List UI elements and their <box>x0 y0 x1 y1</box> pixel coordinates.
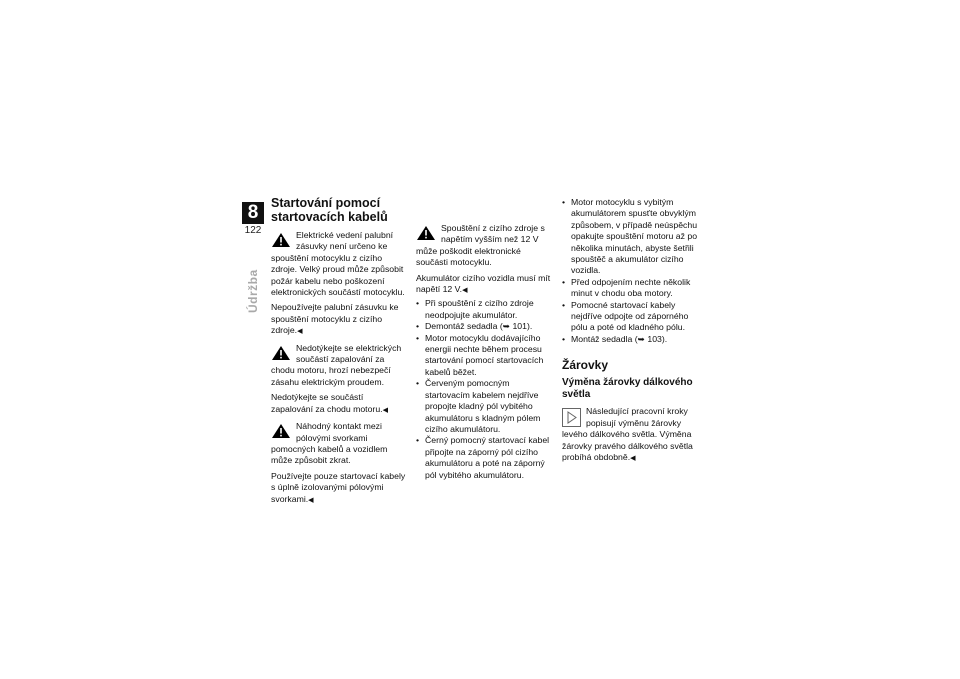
warning-note-4 <box>416 223 554 269</box>
chapter-number-box <box>242 202 264 224</box>
paragraph-2-text: Nedotýkejte se součástí zapalování za chodu motoru. <box>271 392 383 414</box>
instruction-text: Následující pracovní kroky popisují výměnu žárovky levého dálkového světla. Výměna žárovky pravého dálkového světla probíhá obdobně. <box>562 406 693 462</box>
page-reference-link[interactable]: 101 <box>512 321 527 332</box>
page-reference-link[interactable]: 103 <box>647 333 662 344</box>
warning-triangle-icon <box>271 232 291 248</box>
play-triangle-icon <box>562 408 581 427</box>
warning-text-3: Náhodný kontakt mezi pólovými svorkami pomocných kabelů a vozidlem může způsobit zkrat. <box>271 421 388 466</box>
list-item: • Montáž sedadla (➥ 103). <box>562 334 700 345</box>
warning-note-2 <box>271 343 407 389</box>
list-item: • Demontáž sedadla (➥ 101). <box>416 321 554 332</box>
list-item: • Při spouštění z cizího zdroje neodpojujte akumulátor. <box>416 298 554 321</box>
chapter-number: 8 <box>247 202 259 223</box>
warning-triangle-icon <box>271 423 291 439</box>
instruction-note <box>562 406 700 464</box>
warning-triangle-icon <box>271 345 291 361</box>
end-marker-icon: ◀ <box>462 287 468 295</box>
paragraph-3-start <box>271 471 407 506</box>
paragraph-3-text: Používejte pouze startovací kabely s úplně izolovanými pólovými svorkami. <box>271 470 406 504</box>
column-1 <box>271 197 407 506</box>
list-item: • Červeným pomocným startovacím kabelem nejdříve propojte kladný pól vybitého akumulátoru s kladným pólem cizího akumulátoru. <box>416 378 554 435</box>
warning-text-2: Nedotýkejte se elektrických součástí zapalování za chodu motoru, hrozí nebezpečí zásahu elektrickým proudem. <box>271 342 402 387</box>
section-heading-bulbs: Žárovky <box>562 358 609 373</box>
steps-list-part-2 <box>562 197 700 345</box>
steps-list-part-1 <box>416 298 554 481</box>
chapter-title-vertical: Údržba <box>246 269 260 313</box>
list-item: • Motor motocyklu s vybitým akumulátorem spusťte obvyklým způsobem, v případě neúspěchu opakujte spouštění motoru až po několika minutách, abyste šetřili spouštěč a akumulátor cizího vozidla. <box>562 197 700 277</box>
end-marker-icon: ◀ <box>382 406 388 414</box>
list-item: • Pomocné startovací kabely nejdříve odpojte od záporného pólu a poté od kladného pólu. <box>562 300 700 334</box>
warning-text-1: Elektrické vedení palubní zásuvky není určeno ke spouštění motocyklu z cizího zdroje. Velký proud může způsobit požár kabelu nebo poškození elektronických součástí motocyklu. <box>271 230 405 298</box>
warning-text-4: Spouštění z cizího zdroje s napětím vyšším než 12 V může poškodit elektronické součásti motocyklu. <box>416 223 545 268</box>
paragraph-1-text: Nepoužívejte palubní zásuvku ke spouštění motocyklu z cizího zdroje. <box>271 302 399 336</box>
section-heading-jump-start: Startování pomocí startovacích kabelů <box>271 196 388 224</box>
arrow-right-icon: ➥ <box>502 321 513 332</box>
list-item: • Před odpojením nechte několik minut v chodu oba motory. <box>562 277 700 300</box>
subsection-heading-high-beam: Výměna žárovky dálkového světla <box>562 377 693 400</box>
paragraph-4 <box>416 273 554 297</box>
list-item: • Černý pomocný startovací kabel připojte na záporný pól cizího akumulátoru a poté na záporný pól vybitého akumulátoru. <box>416 435 554 481</box>
paragraph-2 <box>271 392 407 416</box>
page-number: 122 <box>244 225 262 236</box>
warning-triangle-icon <box>416 225 436 241</box>
column-2 <box>416 197 554 481</box>
warning-note-3 <box>271 421 407 467</box>
arrow-right-icon: ➥ <box>637 333 648 344</box>
end-marker-icon: ◀ <box>308 496 314 504</box>
end-marker-icon: ◀ <box>630 454 636 462</box>
warning-note-1 <box>271 230 407 298</box>
end-marker-icon: ◀ <box>297 328 303 336</box>
column-3 <box>562 197 700 468</box>
paragraph-1 <box>271 302 407 337</box>
paragraph-4-text: Akumulátor cizího vozidla musí mít napětí 12 V. <box>416 272 551 295</box>
list-item: • Motor motocyklu dodávajícího energii nechte během procesu startování pomocí startovacích kabelů běžet. <box>416 333 554 379</box>
